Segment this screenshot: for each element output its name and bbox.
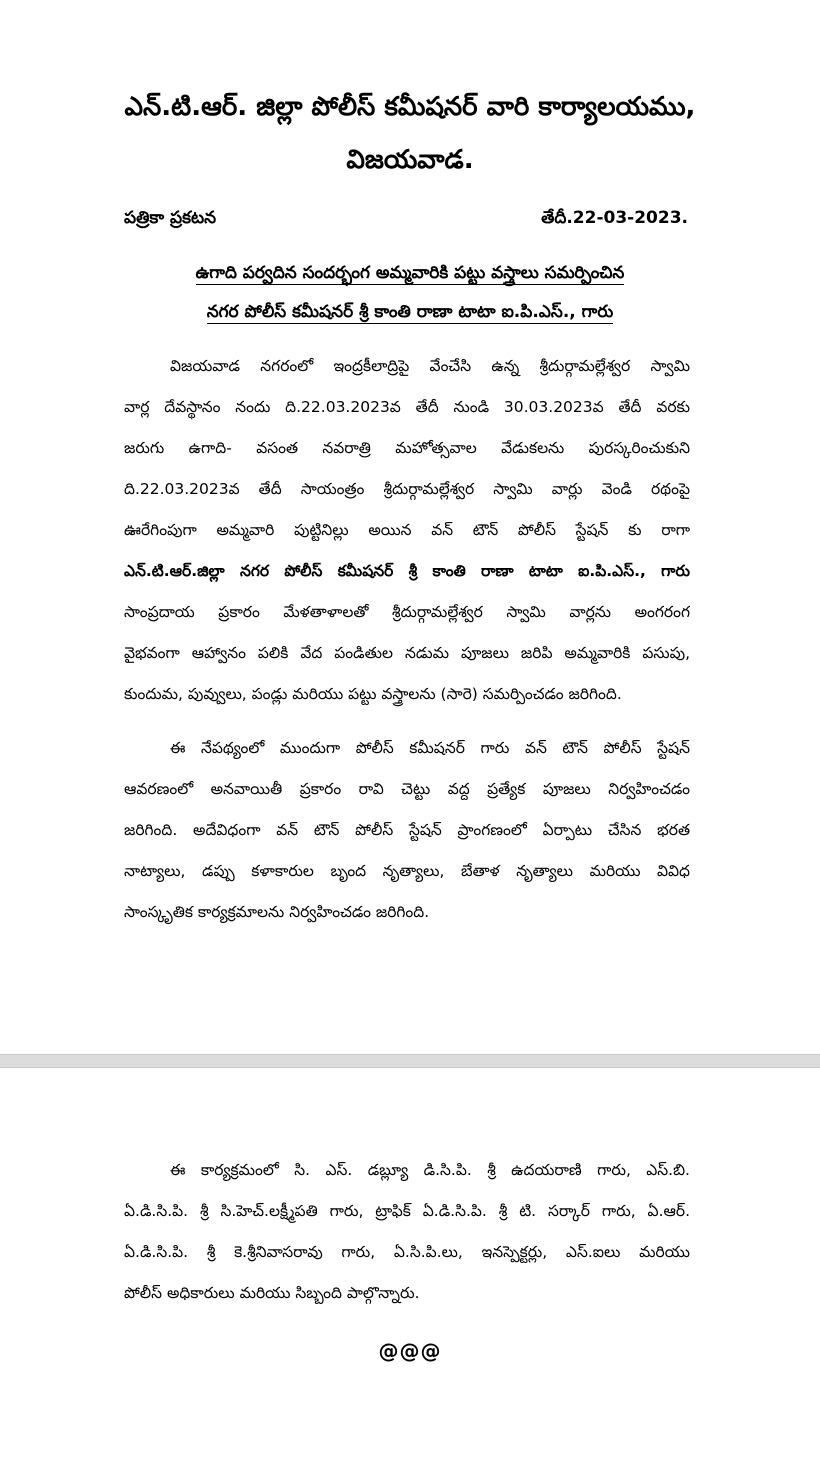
paragraph-2-line: నాట్యాలు, డప్పు కళాకారుల బృంద నృత్యాలు, బేతాళ నృత్యాలు మరియు వివిధ <box>124 862 690 880</box>
paragraph-3-line: ఈ కార్యక్రమంలో సి. ఎస్. డబ్ల్యూ డి.సి.పి. శ్రీ ఉదయరాణి గారు, ఎస్.బి. <box>170 1161 690 1179</box>
subject-line-2: నగర పోలీస్ కమీషనర్ శ్రీ కాంతి రాణా టాటా ఐ.పి.ఎస్., గారు <box>206 302 614 322</box>
paragraph-2-line: ఆవరణంలో అనవాయితీ ప్రకారం రావి చెట్టు వద్ద ప్రత్యేక పూజలు నిర్వహించడం <box>124 780 690 798</box>
paragraph-2 <box>124 728 690 933</box>
paragraph-1-line: సాంప్రదాయ ప్రకారం మేళతాళాలతో శ్రీదుర్గామల్లేశ్వర స్వామి వార్లను అంగరంగ <box>124 603 690 621</box>
paragraph-3-line: పోలీస్ అధికారులు మరియు సిబ్బంది పాల్గొన్నారు. <box>124 1284 420 1302</box>
office-heading: ఎన్.టి.ఆర్. జిల్లా పోలీస్ కమీషనర్ వారి కార్యాలయము, <box>124 92 696 122</box>
paragraph-1-line: జరుగు ఉగాది- వసంత నవరాత్రి మహోత్సవాల వేడుకలను పురస్కరించుకుని <box>124 439 690 457</box>
paragraph-1-line: కుందుమ, పువ్వులు, పండ్లు మరియు పట్టు వస్త్రాలను (సారె) సమర్పించడం జరిగింది. <box>124 685 622 703</box>
paragraph-1-line: విజయవాడ నగరంలో ఇంద్రకీలాద్రిపై వేంచేసి ఉన్న శ్రీదుర్గామల్లేశ్వర స్వామి <box>170 357 690 375</box>
document-date: తేదీ.22-03-2023. <box>541 208 688 228</box>
paragraph-3-line: ఏ.డి.సి.పి. శ్రీ కె.శ్రీనివాసరావు గారు, ఏ.సి.పి.లు, ఇనస్పెక్టర్లు, ఎస్.ఐలు మరియు <box>124 1243 690 1261</box>
paragraph-1-line: ఊరేగింపుగా అమ్మవారి పుట్టినిల్లు అయిన వన్ టౌన్ పోలీస్ స్టేషన్ కు రాగా <box>124 521 690 539</box>
paragraph-2-line: జరిగింది. అదేవిధంగా వన్ టౌన్ పోలీస్ స్టేషన్ ప్రాంగణంలో ఏర్పాటు చేసిన భరత <box>124 821 690 839</box>
paragraph-2-line: ఈ నేపథ్యంలో ముందుగా పోలీస్ కమీషనర్ గారు వన్ టౌన్ పోలీస్ స్టేషన్ <box>170 739 690 757</box>
paragraph-3 <box>124 1150 690 1314</box>
closing-mark: @@@ <box>378 1339 442 1363</box>
page-separator <box>0 1054 820 1068</box>
city-heading: విజయవాడ. <box>346 145 474 175</box>
paragraph-2-line: సాంస్కృతిక కార్యక్రమాలను నిర్వహించడం జరిగింది. <box>124 903 430 921</box>
paragraph-1-line: వార్ల దేవస్థానం నందు ది.22.03.2023వ తేదీ నుండి 30.03.2023వ తేదీ వరకు <box>124 398 690 416</box>
paragraph-1 <box>124 346 690 715</box>
paragraph-1-line: ది.22.03.2023వ తేదీ సాయంత్రం శ్రీదుర్గామల్లేశ్వర స్వామి వార్లు వెండి రథంపై <box>124 480 690 498</box>
commissioner-name-line: ఎన్.టి.ఆర్.జిల్లా నగర పోలీస్ కమీషనర్ శ్రీ కాంతి రాణా టాటా ఐ.పి.ఎస్., గారు <box>124 562 690 580</box>
paragraph-3-line: ఏ.డి.సి.పి. శ్రీ సి.హెచ్.లక్ష్మీపతి గారు, ట్రాఫిక్ ఏ.డి.సి.పి. శ్రీ టి. సర్కార్ గారు, ఏ.ఆర్. <box>124 1202 690 1220</box>
subject-line-1: ఉగాది పర్వదిన సందర్భంగ అమ్మవారికి పట్టు వస్త్రాలు సమర్పించిన <box>195 263 625 283</box>
document-type: పత్రికా ప్రకటన <box>124 208 217 228</box>
paragraph-1-line: వైభవంగా ఆహ్వానం పలికి వేద పండితుల నడుమ పూజలు జరిపి అమ్మవారికి పసుపు, <box>124 644 690 662</box>
